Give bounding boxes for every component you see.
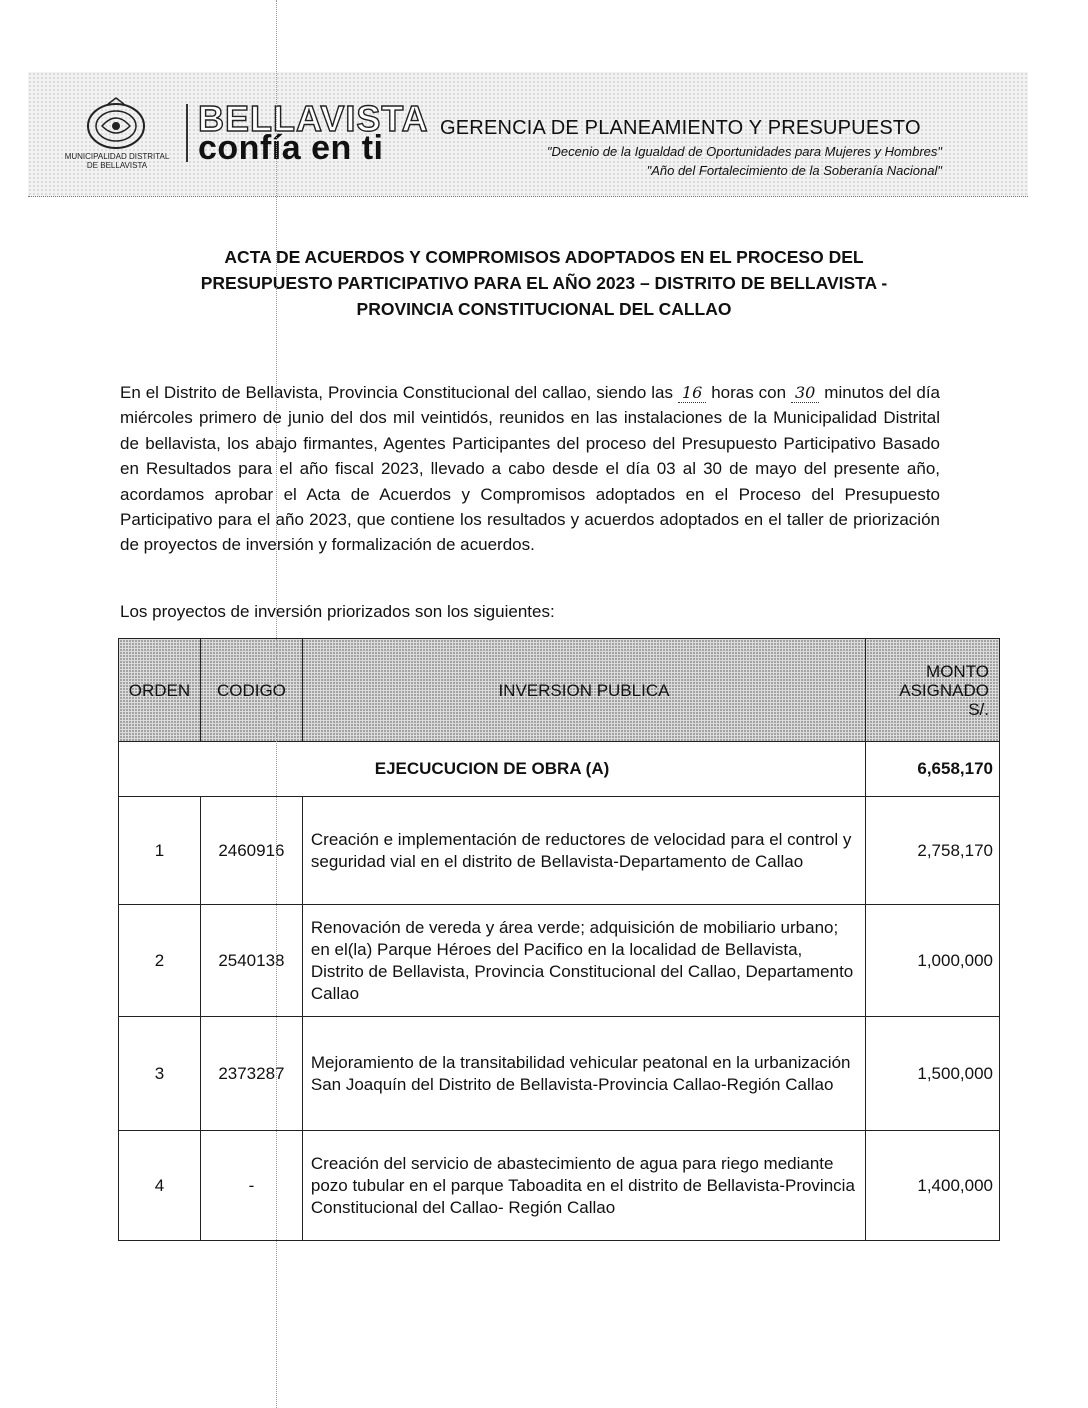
seal-caption: [52, 152, 182, 170]
section-label: EJECUCUCION DE OBRA (A): [119, 742, 866, 797]
table-row: [119, 1017, 1000, 1131]
header-amount: [866, 639, 1000, 742]
row-code: 2460916: [200, 797, 302, 905]
row-description: Creación e implementación de reductores de velocidad para el control y seguridad vial en el distrito de Bellavista-Departamento de Callao: [302, 797, 865, 905]
title-line: PRESUPUESTO PARTICIPATIVO PARA EL AÑO 2023 – DISTRITO DE BELLAVISTA -: [200, 273, 888, 293]
document-title: [100, 244, 988, 322]
table-header-row: [119, 639, 1000, 742]
handwritten-minutes: 30: [791, 384, 819, 403]
title-line: ACTA DE ACUERDOS Y COMPROMISOS ADOPTADOS EN EL PROCESO DEL: [224, 247, 864, 267]
header-investment: INVERSION PUBLICA: [302, 639, 865, 742]
section-total: 6,658,170: [866, 742, 1000, 797]
row-order: 1: [119, 797, 201, 905]
row-order: 4: [119, 1131, 201, 1241]
title-line: PROVINCIA CONSTITUCIONAL DEL CALLAO: [356, 299, 732, 319]
seal-caption-line: MUNICIPALIDAD DISTRITAL: [64, 152, 170, 161]
header-amount-line: ASIGNADO: [899, 680, 989, 700]
row-description: Mejoramiento de la transitabilidad vehicular peatonal en la urbanización San Joaquín del Distrito de Bellavista-Provincia Callao-Región Callao: [302, 1017, 865, 1131]
row-code: -: [200, 1131, 302, 1241]
row-description: Renovación de vereda y área verde; adquisición de mobiliario urbano; en el(la) Parque Héroes del Pacifico en la localidad de Bellavista, Distrito de Bellavista, Provincia Constitucional del Callao, Departamento Callao: [302, 905, 865, 1017]
prioritized-projects-table: [118, 638, 1000, 1241]
row-amount: 1,000,000: [866, 905, 1000, 1017]
logo-tagline: confía en ti: [198, 129, 384, 167]
projects-intro: Los proyectos de inversión priorizados son los siguientes:: [120, 602, 555, 621]
table-row: [119, 905, 1000, 1017]
table-row: [119, 1131, 1000, 1241]
row-order: 2: [119, 905, 201, 1017]
logo-wordmark: BELLAVISTA: [198, 98, 429, 139]
row-order: 3: [119, 1017, 201, 1131]
header-amount-line: S/.: [968, 699, 989, 719]
header-order: ORDEN: [119, 639, 201, 742]
paragraph-text: minutos del día miércoles primero de junio del dos mil veintidós, reunidos en las instalaciones de la Municipalidad Distrital de bellavista, los abajo firmantes, Agentes Participantes del proceso del Presupuesto Participativo Basado en Resultados para el año fiscal 2023, llevado a cabo desde el día 03 al 30 de mayo del presente año, acordamos aprobar el Acta de Acuerdos y Compromisos adoptados en el Proceso del Presupuesto Participativo para el año 2023, que contiene los resultados y acuerdos adoptados en el taller de priorización de proyectos de inversión y formalización de acuerdos.: [120, 383, 940, 555]
paragraph-text: horas con: [706, 383, 791, 402]
municipal-seal-icon: [82, 96, 150, 152]
year-slogan: "Año del Fortalecimiento de la Soberanía Nacional": [646, 163, 942, 178]
logo-divider: [186, 104, 188, 162]
row-code: 2373287: [200, 1017, 302, 1131]
row-description: Creación del servicio de abastecimiento de agua para riego mediante pozo tubular en el parque Taboadita en el distrito de Bellavista-Provincia Constitucional del Callao- Región Callao: [302, 1131, 865, 1241]
table-row: [119, 797, 1000, 905]
header-code: CODIGO: [200, 639, 302, 742]
section-total-row: [119, 742, 1000, 797]
row-amount: 1,500,000: [866, 1017, 1000, 1131]
seal-caption-line: DE BELLAVISTA: [86, 161, 148, 170]
department-title: GERENCIA DE PLANEAMIENTO Y PRESUPUESTO: [440, 117, 921, 139]
scan-fold-line: [276, 0, 277, 1408]
minutes-paragraph: [120, 380, 940, 558]
row-amount: 2,758,170: [866, 797, 1000, 905]
decade-slogan: "Decenio de la Igualdad de Oportunidades para Mujeres y Hombres": [546, 144, 942, 159]
header-amount-line: MONTO: [926, 661, 989, 681]
row-amount: 1,400,000: [866, 1131, 1000, 1241]
paragraph-text: En el Distrito de Bellavista, Provincia Constitucional del callao, siendo las: [120, 383, 678, 402]
row-code: 2540138: [200, 905, 302, 1017]
handwritten-hour: 16: [678, 384, 706, 403]
